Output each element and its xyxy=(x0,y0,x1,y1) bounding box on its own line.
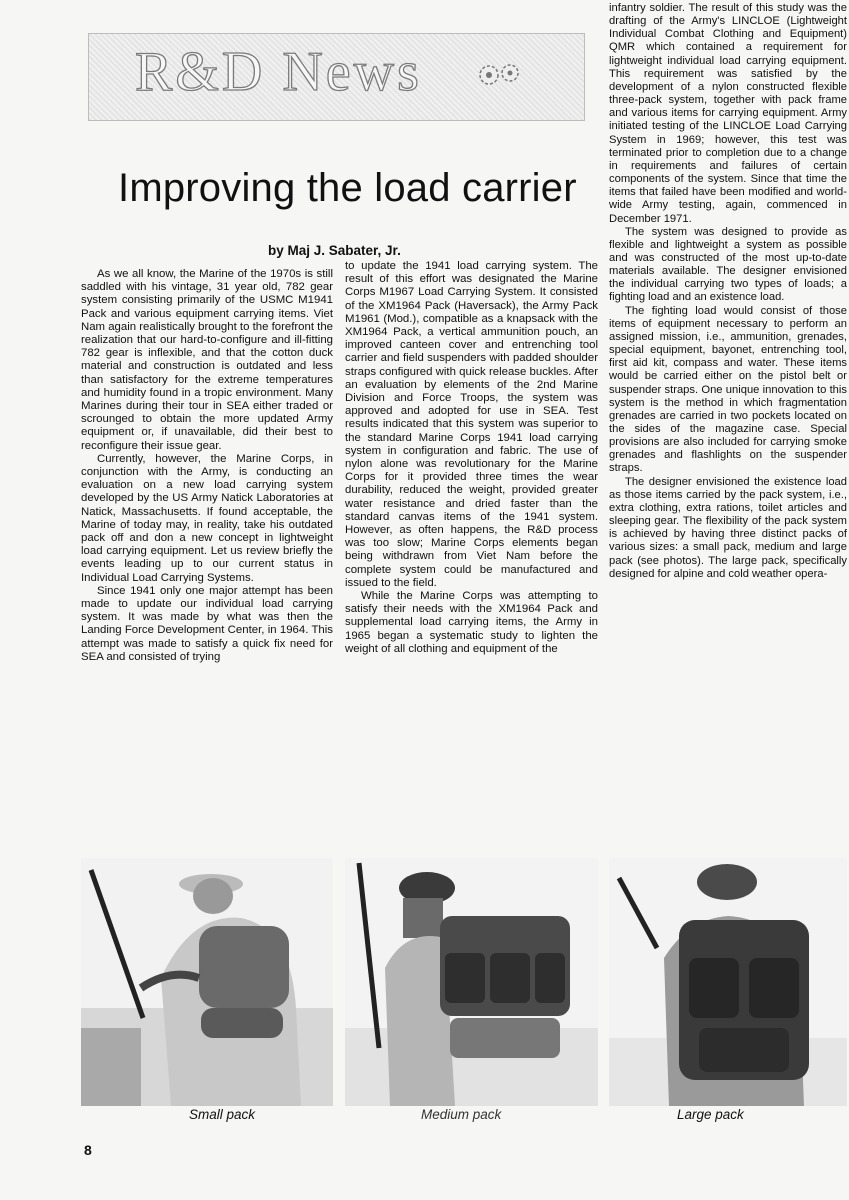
text-column-3 xyxy=(609,2,847,848)
paragraph: infantry soldier. The result of this study was the drafting of the Army's LINCLOE (Lightweight Individual Combat Clothing and Equipment) QMR which contained a requirement for lightweight individual load carrying equipment. This requirement was satisfied by the development of a nylon constructed flexible three-pack system, together with pack frame and various items for carrying equipment. Army initiated testing of the LINCLOE Load Carrying System in 1969; however, this test was terminated prior to completion due to a change in requirements and failures of certain components of the system. Since that time the items that failed have been modified and world-wide Army testing, again, commenced in December 1971. xyxy=(609,2,847,225)
page-number: 8 xyxy=(84,1142,92,1158)
large-pack-photo xyxy=(609,858,847,1106)
rd-news-banner xyxy=(88,33,585,121)
text-column-2 xyxy=(345,260,598,848)
article-headline: Improving the load carrier xyxy=(118,166,577,210)
paragraph: to update the 1941 load carrying system. The result of this effort was designated the Marine Corps M1967 Load Carrying System. It consisted of the XM1964 Pack (Haversack), the Army Pack M1961 (Mod.), compatible as a knapsack with the XM1964 Pack, a vertical ammunition pouch, an improved canteen cover and entrenching tool carrier and field suspenders with padded shoulder straps configured with quick release buckles. After an evaluation by elements of the 2nd Marine Division and Force Troops, the system was approved and adopted for use in SEA. Test results indicated that this system was superior to the standard Marine Corps 1941 load carrying system in configuration and fabric. The use of nylon alone was revolutionary for the Marine Corps for it provided three times the wear durability, reduced the weight, provided greater water resistance and dried faster than the standard canvas items of the 1941 system. However, as often happens, the R&D process was too slow; Marine Corps elements began being withdrawn from Viet Nam before the complete system could be manufactured and issued to the field. xyxy=(345,260,598,589)
paragraph: Since 1941 only one major attempt has been made to update our individual load carrying system. It was made by what was then the Landing Force Development Center, in 1964. This attempt was made to satisfy a quick fix need for SEA and consisted of trying xyxy=(81,584,333,663)
paragraph: The designer envisioned the existence load as those items carried by the pack system, i.e., extra clothing, extra rations, toilet articles and sleeping gear. The flexibility of the pack system is achieved by having three distinct packs of various sizes: a small pack, medium and large pack (see photos). The large pack, specifically designed for alpine and cold weather opera- xyxy=(609,475,847,580)
small-pack-photo xyxy=(81,858,333,1106)
paragraph: While the Marine Corps was attempting to satisfy their needs with the XM1964 Pack and supplemental load carrying items, the Army in 1965 began a systematic study to lighten the weight of all clothing and equipment of the xyxy=(345,590,598,655)
photo-caption: Medium pack xyxy=(421,1107,502,1122)
paragraph: As we all know, the Marine of the 1970s is still saddled with his vintage, 31 year old, 782 gear system consisting primarily of the USMC M1941 Pack and various equipment carrying items. Viet Nam again realistically brought to the forefront the realization that our hard-to-configure and ill-fitting 782 gear is inflexible, and that the cotton duck material and construction is outdated and less than satisfactory for the extreme temperatures and humidity found in a tropic environment. Many Marines during their tour in SEA either traded or scrounged to obtain the more updated Army equipment or, if unavailable, did their best to reconfigure their issue gear. xyxy=(81,268,333,452)
paragraph: The fighting load would consist of those items of equipment necessary to perform an assigned mission, i.e., ammunition, grenades, special equipment, bayonet, entrenching tool, first aid kit, compass and water. These items would be carried either on the pistol belt or suspender straps. One unique innovation to this system is the method in which fragmentation grenades are carried in two pockets located on the sides of the magazine case. Special provisions are also included for carrying smoke grenades and flashlights on the suspender straps. xyxy=(609,304,847,475)
text-column-1 xyxy=(81,268,333,848)
gears-icon xyxy=(474,60,524,90)
medium-pack-photo xyxy=(345,858,598,1106)
photo-caption: Small pack xyxy=(189,1107,256,1122)
banner-title: R&D News xyxy=(135,41,422,103)
paragraph: Currently, however, the Marine Corps, in conjunction with the Army, is conducting an evaluation on a new load carrying system developed by the US Army Natick Laboratories at Natick, Massachusetts. If found acceptable, the Marine of today may, in reality, take his outdated pack off and don a new concept in lightweight load carrying equipment. Let us review briefly the events leading up to our current status in Individual Load Carrying Systems. xyxy=(81,452,333,584)
paragraph: The system was designed to provide as flexible and lightweight a system as possible and was constructed of the most up-to-date materials available. The designer envisioned the individual carrying two types of loads; a fighting load and an existence load. xyxy=(609,225,847,304)
photo-caption: Large pack xyxy=(677,1107,744,1122)
article-byline: by Maj J. Sabater, Jr. xyxy=(268,243,401,258)
